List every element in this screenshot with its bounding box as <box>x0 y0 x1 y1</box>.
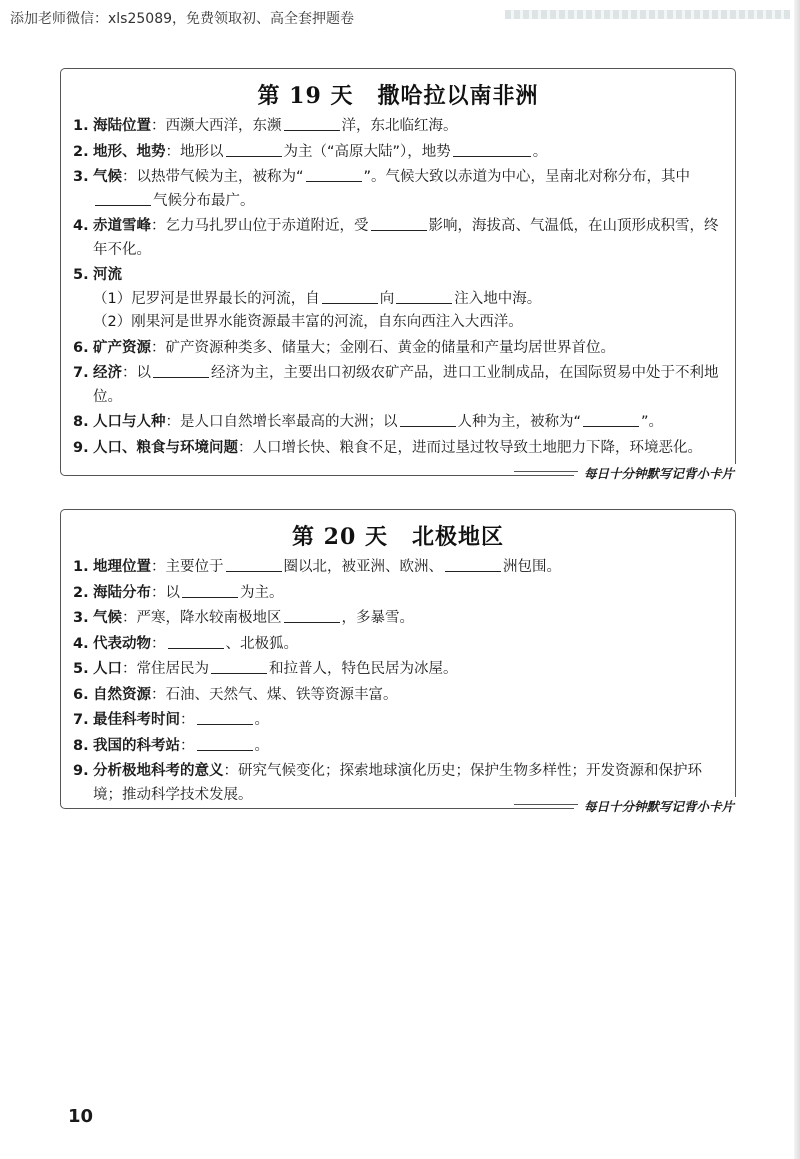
list-item: 8. 我国的科考站： 。 <box>73 735 725 759</box>
list-item: 7. 最佳科考时间： 。 <box>73 709 725 733</box>
watermark-text: 添加老师微信：xls25089，免费领取初、高全套押题卷 <box>10 11 355 27</box>
list-item: 6. 矿产资源：矿产资源种类多、储量大；金刚石、黄金的储量和产量均居世界首位。 <box>73 339 615 356</box>
card-day-20 <box>60 509 736 814</box>
fill-blank[interactable] <box>445 556 501 572</box>
list-item: 9. 人口、粮食与环境问题：人口增长快、粮食不足，进而过垦过牧导致土地肥力下降，环境恶化。 <box>73 439 702 456</box>
card-day-19 <box>60 68 736 481</box>
decorative-stripe <box>505 10 790 19</box>
fill-blank[interactable] <box>306 166 362 182</box>
list-item: 3. 气候：严寒，降水较南极地区 ，多暴雪。 <box>73 607 725 631</box>
fill-blank[interactable] <box>284 607 340 623</box>
item-list <box>61 556 735 807</box>
list-item: 1. 地理位置：主要位于 圈以北，被亚洲、欧洲、 洲包围。 <box>73 556 725 580</box>
page-edge-shadow <box>794 0 800 1159</box>
fill-blank[interactable] <box>197 709 253 725</box>
list-item: 9. 分析极地科考的意义：研究气候变化；探索地球演化历史；保护生物多样性；开发资源和保护环境；推动科学技术发展。 <box>73 763 702 803</box>
page-number: 10 <box>68 1106 94 1127</box>
card-title <box>61 520 735 551</box>
fill-blank[interactable] <box>583 411 639 427</box>
fill-blank[interactable] <box>322 288 378 304</box>
fill-blank[interactable] <box>284 115 340 131</box>
list-item: 1. 海陆位置：西濒大西洋，东濒 洋，东北临红海。 <box>73 115 725 139</box>
sub-item: （2）刚果河是世界水能资源最丰富的河流，自东向西注入大西洋。 <box>93 314 523 330</box>
list-item: 2. 海陆分布：以 为主。 <box>73 582 725 606</box>
item-list <box>61 115 735 460</box>
fill-blank[interactable] <box>182 582 238 598</box>
fill-blank[interactable] <box>211 658 267 674</box>
list-item: 3. 气候：以热带气候为主，被称为“ ”。气候大致以赤道为中心，呈南北对称分布，其中气候分布最广。 <box>73 166 725 213</box>
list-item: 2. 地形、地势：地形以 为主（“高原大陆”），地势 。 <box>73 141 725 165</box>
fill-blank[interactable] <box>396 288 452 304</box>
list-item: 5. 人口：常住居民为 和拉普人，特色民居为冰屋。 <box>73 658 725 682</box>
fill-blank[interactable] <box>95 190 151 206</box>
card-day: 第 20 天 <box>292 524 388 550</box>
fill-blank[interactable] <box>168 633 224 649</box>
sub-item: （1）尼罗河是世界最长的河流，自 向 注入地中海。 <box>93 288 725 312</box>
fill-blank[interactable] <box>197 735 253 751</box>
list-item: 6. 自然资源：石油、天然气、煤、铁等资源丰富。 <box>73 686 398 703</box>
fill-blank[interactable] <box>371 215 427 231</box>
list-item: 5. 河流 （1）尼罗河是世界最长的河流，自 向 注入地中海。 （2）刚果河是世界水能资源最丰富的河流，自东向西注入大西洋。 <box>73 264 725 335</box>
list-item: 4. 代表动物： 、北极狐。 <box>73 633 725 657</box>
fill-blank[interactable] <box>226 141 282 157</box>
list-item: 4. 赤道雪峰：乞力马扎罗山位于赤道附近，受 影响，海拔高、气温低，在山顶形成积雪，终年不化。 <box>73 215 725 262</box>
card-topic: 北极地区 <box>411 524 504 550</box>
list-item: 8. 人口与人种：是人口自然增长率最高的大洲；以 人种为主，被称为“ ”。 <box>73 411 725 435</box>
fill-blank[interactable] <box>153 362 209 378</box>
list-item: 7. 经济：以 经济为主，主要出口初级农矿产品，进口工业制成品，在国际贸易中处于不利地位。 <box>73 362 725 409</box>
card-footer-label: 每日十分钟默写记背小卡片 <box>574 797 738 815</box>
fill-blank[interactable] <box>400 411 456 427</box>
card-day: 第 19 天 <box>257 83 354 109</box>
fill-blank[interactable] <box>453 141 531 157</box>
card-topic: 撒哈拉以南非洲 <box>377 83 539 109</box>
fill-blank[interactable] <box>226 556 282 572</box>
card-title <box>61 79 735 110</box>
card-footer-label: 每日十分钟默写记背小卡片 <box>574 464 738 482</box>
